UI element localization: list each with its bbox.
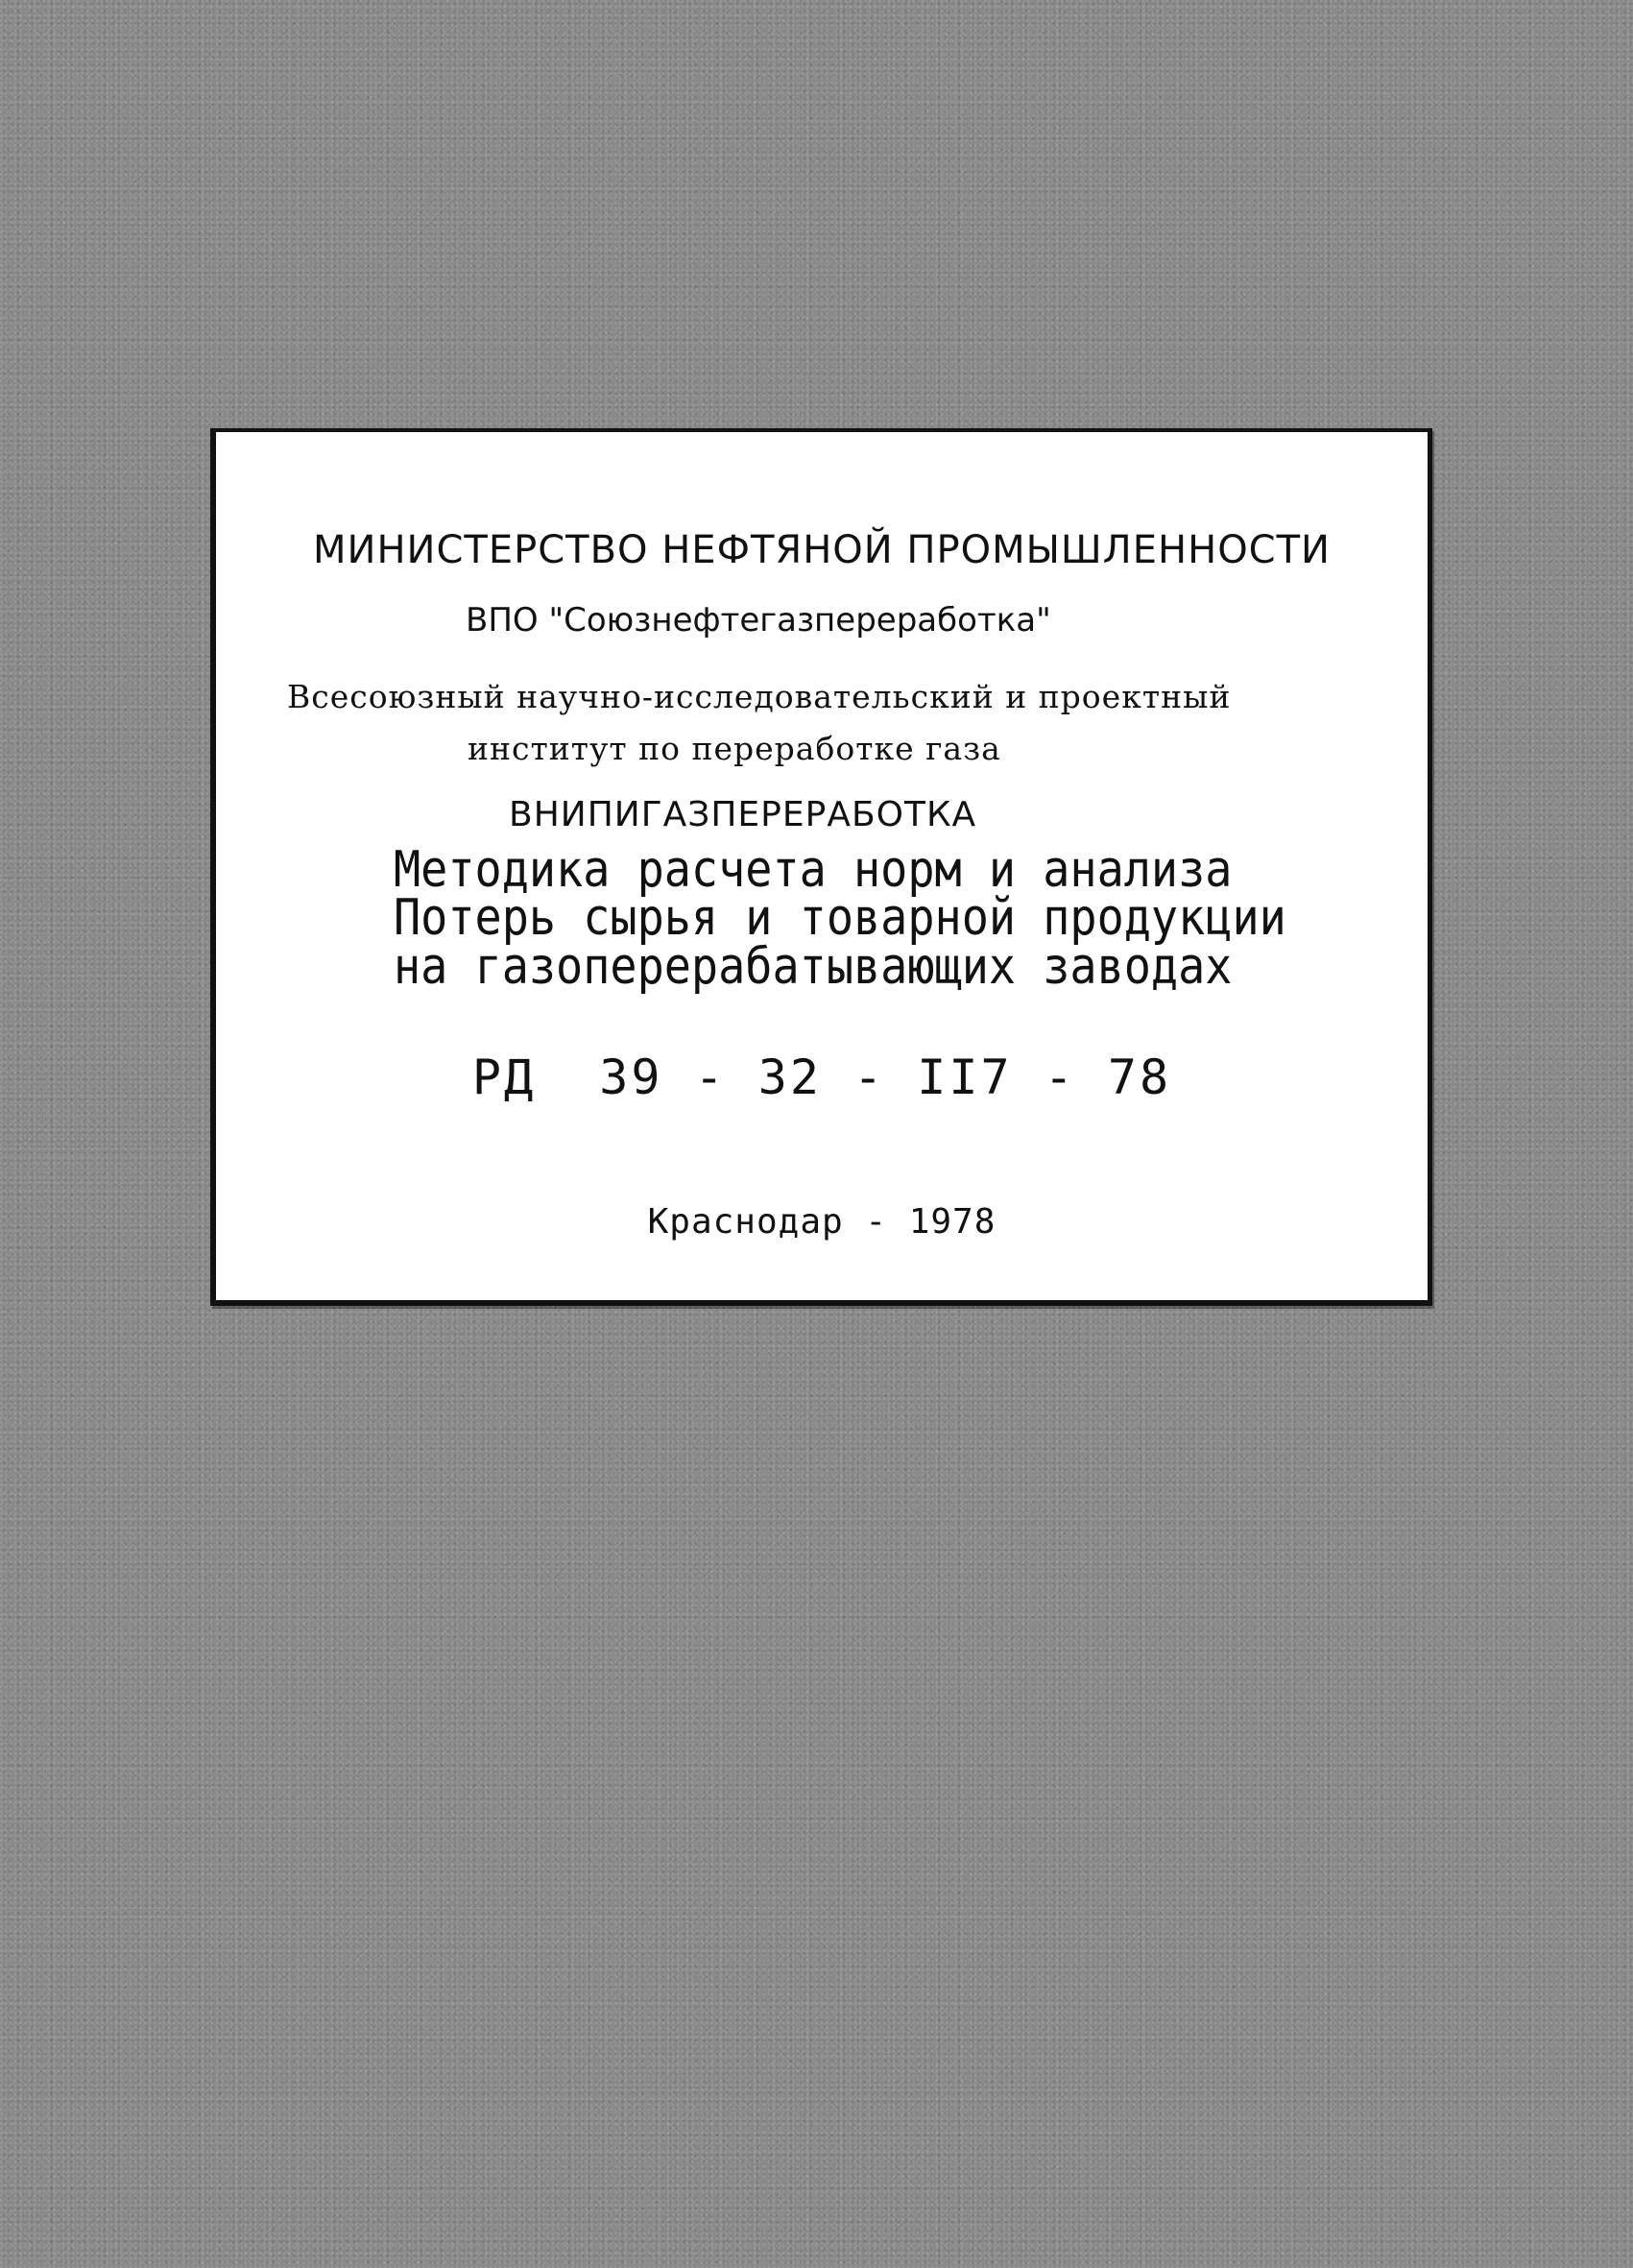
document-title-line-2: Потерь сырья и товарной продукции [394, 889, 1286, 947]
association-name: ВПО "Союзнефтегазпереработка" [466, 601, 1051, 639]
document-title-line-1: Методика расчета норм и анализа [394, 841, 1233, 899]
city-year: Краснодар - 1978 [647, 1202, 997, 1242]
ministry-name: МИНИСТЕРСТВО НЕФТЯНОЙ ПРОМЫШЛЕННОСТИ [313, 528, 1331, 572]
institute-name-line-2: институт по переработке газа [468, 730, 1001, 767]
institute-name-line-1: Всесоюзный научно-исследовательский и проектный [287, 678, 1232, 715]
document-code: РД 39 - 32 - II7 - 78 [471, 1050, 1172, 1105]
document-title-line-3: на газоперерабатывающих заводах [394, 938, 1233, 996]
cover-label [210, 428, 1432, 1306]
institute-abbreviation: ВНИПИГАЗПЕРЕРАБОТКА [509, 795, 977, 834]
